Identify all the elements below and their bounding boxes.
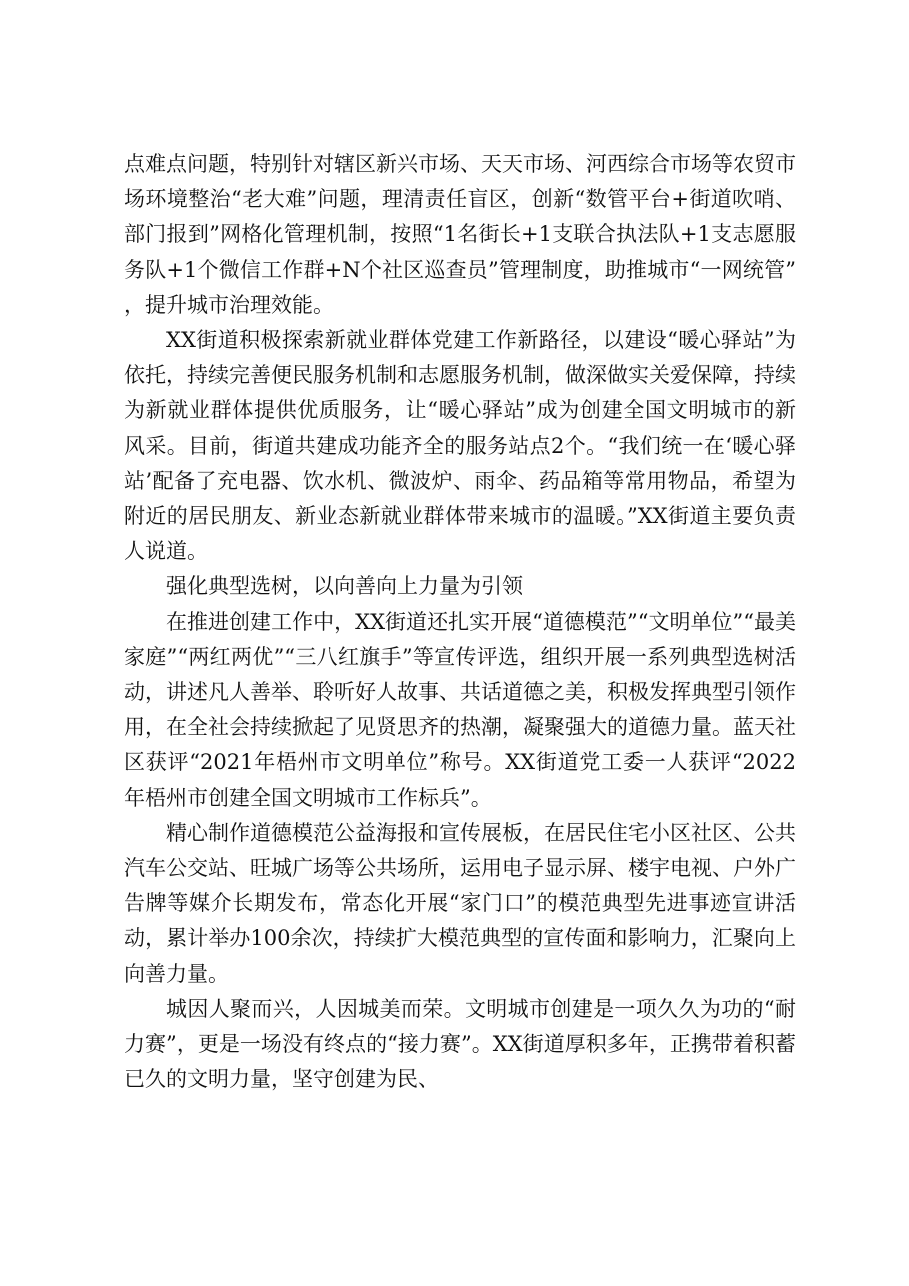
paragraph-continued: 点难点问题，特别针对辖区新兴市场、天天市场、河西综合市场等农贸市场环境整治“老大难”问题，理清责任盲区，创新“数管平台+街道吹哨、部门报到”网格化管理机制，按照“1名街长+1支联合执法队+1支志愿服务队+1个微信工作群+N个社区巡查员”管理制度，助推城市“一网统管”，提升城市治理效能。 bbox=[124, 152, 796, 317]
paragraph-warm-station: XX街道积极探索新就业群体党建工作新路径，以建设“暖心驿站”为依托，持续完善便民服务机制和志愿服务机制，做深做实关爱保障，持续为新就业群体提供优质服务，让“暖心驿站”成为创建全国文明城市的新风采。目前，街道共建成功能齐全的服务站点2个。“我们统一在‘暖心驿站’配备了充电器、饮水机、微波炉、雨伞、药品箱等常用物品，希望为附近的居民朋友、新业态新就业群体带来城市的温暖。”XX街道主要负责人说道。 bbox=[124, 328, 796, 564]
paragraph-closing: 城因人聚而兴，人因城美而荣。文明城市创建是一项久久为功的“耐力赛”，更是一场没有终点的“接力赛”。XX街道厚积多年，正携带着积蓄已久的文明力量，坚守创建为民、 bbox=[124, 996, 796, 1092]
document-page bbox=[124, 147, 796, 1097]
section-heading: 强化典型选树，以向善向上力量为引领 bbox=[166, 574, 523, 599]
paragraph-posters: 精心制作道德模范公益海报和宣传展板，在居民住宅小区社区、公共汽车公交站、旺城广场等公共场所，运用电子显示屏、楼宇电视、户外广告牌等媒介长期发布，常态化开展“家门口”的模范典型先进事迹宣讲活动，累计举办100余次，持续扩大模范典型的宣传面和影响力，汇聚向上向善力量。 bbox=[124, 820, 796, 986]
paragraph-role-models: 在推进创建工作中，XX街道还扎实开展“道德模范”“文明单位”“最美家庭”“两红两优”“三八红旗手”等宣传评选，组织开展一系列典型选树活动，讲述凡人善举、聆听好人故事、共话道德之美，积极发挥典型引领作用，在全社会持续掀起了见贤思齐的热潮，凝聚强大的道德力量。蓝天社区获评“2021年梧州市文明单位”称号。XX街道党工委一人获评“2022年梧州市创建全国文明城市工作标兵”。 bbox=[124, 609, 796, 810]
